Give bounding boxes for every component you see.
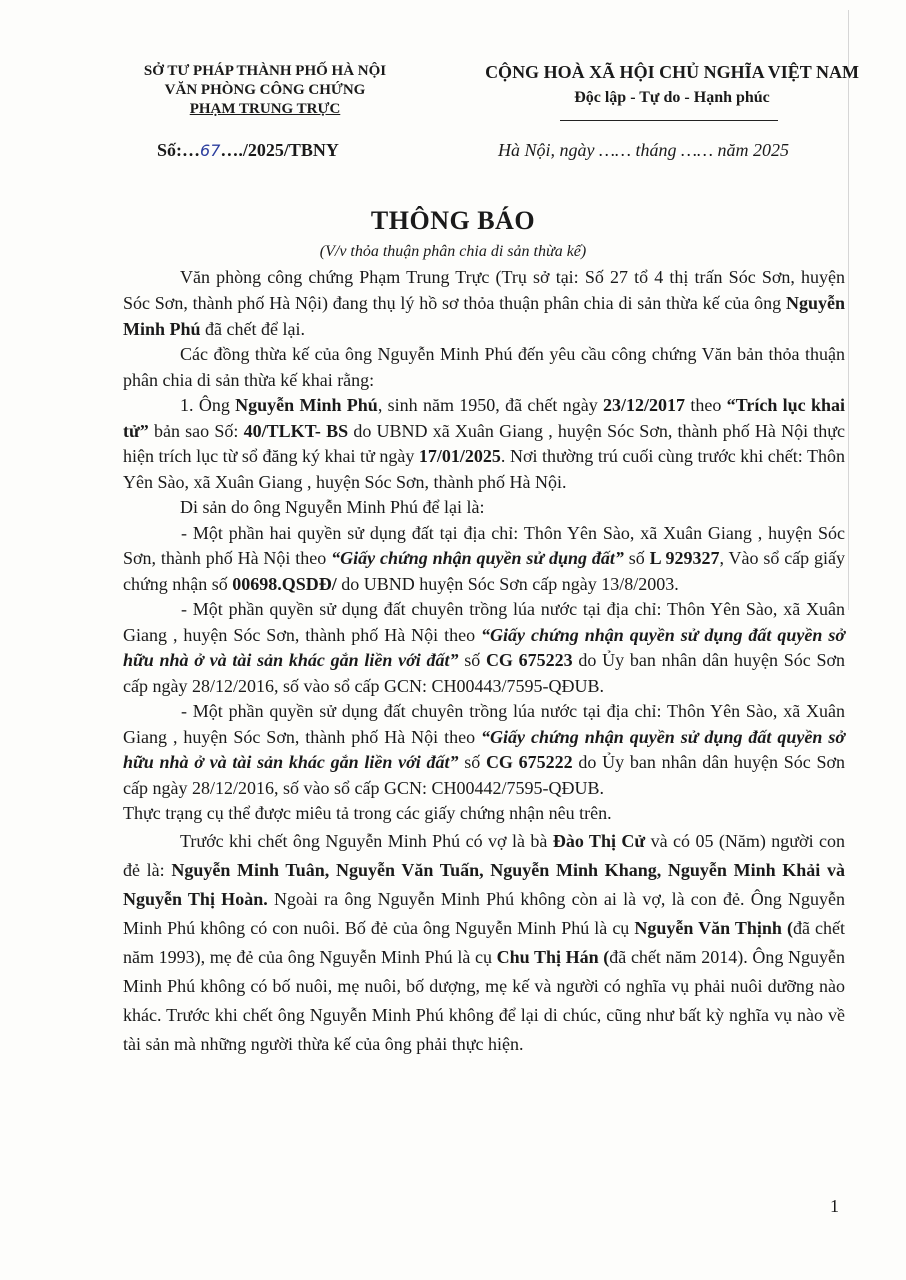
motto-underline xyxy=(560,120,778,121)
estate-item-2: - Một phần quyền sử dụng đất chuyên trồng lúa nước tại địa chỉ: Thôn Yên Sào, xã Xuân Giang , huyện Sóc Sơn, thành phố Hà Nội theo “Giấy chứng nhận quyền sử dụng đất quyền sở hữu nhà ở và tài sản khác gắn liền với đất” số CG 675223 do Ủy ban nhân dân huyện Sóc Sơn cấp ngày 28/12/2016, số vào sổ cấp GCN: CH00443/7595-QĐUB. xyxy=(123,599,845,696)
issuer-line3: PHẠM TRUNG TRỰC xyxy=(189,101,341,117)
estate-item-1: - Một phần hai quyền sử dụng đất tại địa chỉ: Thôn Yên Sào, xã Xuân Giang , huyện Sóc Sơn, thành phố Hà Nội theo “Giấy chứng nhận quyền sử dụng đất” số L 929327, Vào sổ cấp giấy chứng nhận số 00698.QSDĐ/ do UBND huyện Sóc Sơn cấp ngày 13/8/2003. xyxy=(123,522,846,594)
nation-block xyxy=(448,60,896,109)
item-1-paragraph: 1. Ông Nguyễn Minh Phú, sinh năm 1950, đã chết ngày 23/12/2017 theo “Trích lục khai tử” bản sao Số: 40/TLKT- BS do UBND xã Xuân Giang , huyện Sóc Sơn, thành phố Hà Nội thực hiện trích lục từ sổ đăng ký khai tử ngày 17/01/2025. Nơi thường trú cuối cùng trước khi chết: Thôn Yên Sào, xã Xuân Giang , huyện Sóc Sơn, thành phố Hà Nội. xyxy=(123,395,846,492)
estate-item-3: - Một phần quyền sử dụng đất chuyên trồng lúa nước tại địa chỉ: Thôn Yên Sào, xã Xuân Giang , huyện Sóc Sơn, thành phố Hà Nội theo “Giấy chứng nhận quyền sử dụng đất quyền sở hữu nhà ở và tài sản khác gắn liền với đất” số CG 675222 do Ủy ban nhân dân huyện Sóc Sơn cấp ngày 28/12/2016, số vào sổ cấp GCN: CH00442/7595-QĐUB. xyxy=(123,701,845,798)
handwritten-number: 67 xyxy=(200,141,221,160)
nation-title: CỘNG HOÀ XÃ HỘI CHỦ NGHĨA VIỆT NAM xyxy=(485,62,859,82)
document-number: Số:…67…./2025/TBNY xyxy=(157,140,339,160)
heirs-intro-paragraph: Các đồng thừa kế của ông Nguyễn Minh Phú đến yêu cầu công chứng Văn bản thỏa thuận phân chia di sản thừa kế khai rằng: xyxy=(123,344,845,390)
document-title: THÔNG BÁO xyxy=(370,206,536,235)
motto: Độc lập - Tự do - Hạnh phúc xyxy=(574,89,770,106)
family-paragraph: Trước khi chết ông Nguyễn Minh Phú có vợ là bà Đào Thị Cử và có 05 (Năm) người con đẻ là: Nguyễn Minh Tuân, Nguyễn Văn Tuấn, Nguyễn Minh Khang, Nguyễn Minh Khải và Nguyễn Thị Hoàn. Ngoài ra ông Nguyễn Minh Phú không còn ai là vợ, là con đẻ. Ông Nguyễn Minh Phú không có con nuôi. Bố đẻ của ông Nguyễn Minh Phú là cụ Nguyễn Văn Thịnh (đã chết năm 1993), mẹ đẻ của ông Nguyễn Minh Phú là cụ Chu Thị Hán (đã chết năm 2014). Ông Nguyễn Minh Phú không có bố nuôi, mẹ nuôi, bố dượng, mẹ kế và người có nghĩa vụ phải nuôi dưỡng nào khác. Trước khi chết ông Nguyễn Minh Phú không để lại di chúc, cũng như bất kỳ nghĩa vụ nào về tài sản mà những người thừa kế của ông phải thực hiện. xyxy=(123,830,845,1054)
issuer-line1: SỞ TƯ PHÁP THÀNH PHỐ HÀ NỘI xyxy=(143,63,387,79)
intro-paragraph: Văn phòng công chứng Phạm Trung Trực (Trụ sở tại: Số 27 tổ 4 thị trấn Sóc Sơn, huyện Sóc Sơn, thành phố Hà Nội) đang thụ lý hồ sơ thỏa thuận phân chia di sản thừa kế của ông Nguyễn Minh Phú đã chết để lại. xyxy=(123,267,845,339)
issuer-block xyxy=(100,62,430,119)
issue-date: Hà Nội, ngày …… tháng …… năm 2025 xyxy=(498,140,790,160)
actual-state-paragraph: Thực trạng cụ thể được miêu tả trong các giấy chứng nhận nêu trên. xyxy=(123,803,612,823)
page-number: 1 xyxy=(830,1196,839,1216)
document-body xyxy=(123,264,845,1059)
issuer-line2: VĂN PHÒNG CÔNG CHỨNG xyxy=(164,82,366,98)
estate-intro-paragraph: Di sản do ông Nguyễn Minh Phú để lại là: xyxy=(180,497,485,517)
document-subtitle: (V/v thỏa thuận phân chia di sản thừa kế) xyxy=(319,243,587,260)
